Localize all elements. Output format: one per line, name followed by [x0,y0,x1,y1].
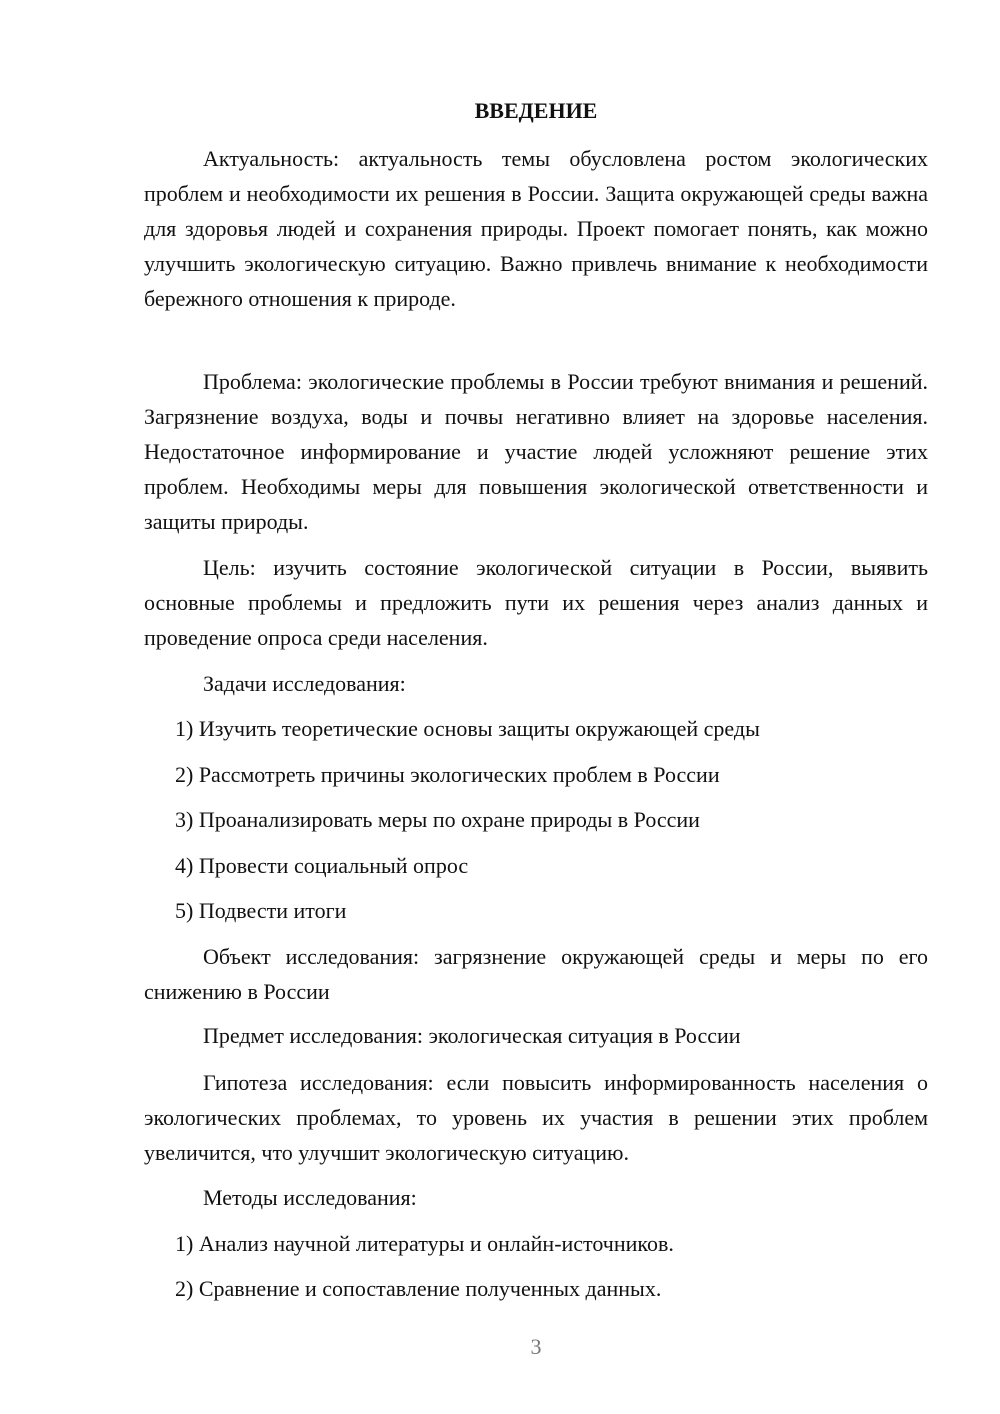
task-item: 3) Проанализировать меры по охране природы в России [175,807,700,832]
method-item: 2) Сравнение и сопоставление полученных данных. [175,1276,662,1301]
subject-paragraph: Предмет исследования: экологическая ситуация в России [203,1023,741,1048]
method-item: 1) Анализ научной литературы и онлайн-источников. [175,1231,674,1256]
relevance-paragraph: Актуальность: актуальность темы обусловлена ростом экологических проблем и необходимости их решения в России. Защита окружающей среды важна для здоровья людей и сохранения природы. Проект помогает понять, как можно улучшить экологическую ситуацию. Важно привлечь внимание к необходимости бережного отношения к природе. [144,146,928,311]
task-item: 5) Подвести итоги [175,898,347,923]
section-title: ВВЕДЕНИЕ [474,98,598,123]
task-item: 2) Рассмотреть причины экологических проблем в России [175,762,720,787]
goal-paragraph: Цель: изучить состояние экологической ситуации в России, выявить основные проблемы и предложить пути их решения через анализ данных и проведение опроса среди населения. [144,555,928,650]
tasks-heading: Задачи исследования: [203,671,406,696]
methods-heading: Методы исследования: [203,1185,417,1210]
object-paragraph: Объект исследования: загрязнение окружающей среды и меры по его снижению в России [144,944,928,1004]
task-item: 1) Изучить теоретические основы защиты окружающей среды [175,716,760,741]
hypothesis-paragraph: Гипотеза исследования: если повысить информированность населения о экологических проблемах, то уровень их участия в решении этих проблем увеличится, что улучшит экологическую ситуацию. [144,1070,928,1165]
page-number: 3 [530,1334,542,1359]
task-item: 4) Провести социальный опрос [175,853,469,878]
problem-paragraph: Проблема: экологические проблемы в России требуют внимания и решений. Загрязнение воздуха, воды и почвы негативно влияет на здоровье населения. Недостаточное информирование и участие людей усложняют решение этих проблем. Необходимы меры для повышения экологической ответственности и защиты природы. [144,369,928,534]
